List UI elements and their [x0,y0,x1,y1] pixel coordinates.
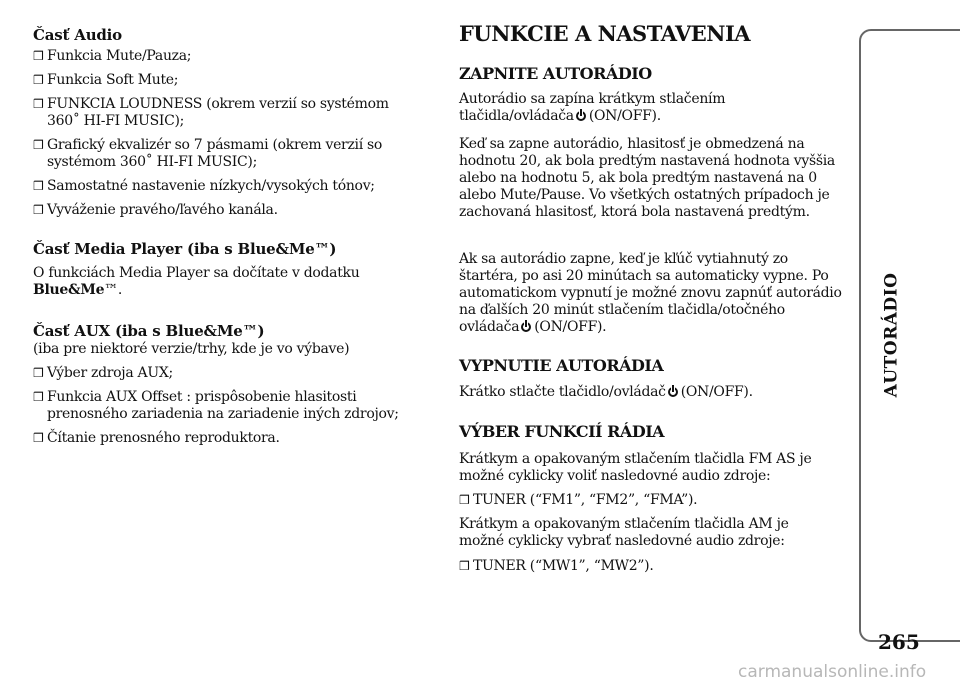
media-player-text: O funkciách Media Player sa dočítate v dodatku Blue&Me™. [33,265,360,298]
checkbox-bullet-icon: ❒ [33,49,44,63]
aux-heading: Časť AUX (iba s Blue&Me™) [33,322,265,340]
page-number: 265 [878,630,920,654]
power-icon [576,111,586,121]
list-item: ❒ Funkcia Soft Mute; [33,72,179,88]
radio-functions-paragraph-1: Krátkym a opakovaným stlačením tlačidla FM AS je možné cyklicky voliť nasledovné audio zdroje: [459,451,812,484]
list-item: ❒ Vyváženie pravého/ľavého kanála. [33,202,278,218]
checkbox-bullet-icon: ❒ [33,431,44,445]
power-off-heading: VYPNUTIE AUTORÁDIA [459,356,664,375]
watermark: carmanualsonline.info [738,662,927,682]
power-on-paragraph-1: Autorádio sa zapína krátkym stlačením tlačidla/ovládača (ON/OFF). [459,91,726,124]
checkbox-bullet-icon: ❒ [33,179,44,193]
audio-heading: Časť Audio [33,26,122,44]
checkbox-bullet-icon: ❒ [33,366,44,380]
list-item: ❒ Funkcia Mute/Pauza; [33,48,192,64]
power-off-paragraph: Krátko stlačte tlačidlo/ovládač (ON/OFF). [459,384,753,400]
checkbox-bullet-icon: ❒ [459,559,470,573]
list-item: ❒ FUNKCIA LOUDNESS (okrem verzií so systémom 360˚ HI-FI MUSIC); [33,96,389,129]
power-on-heading: ZAPNITE AUTORÁDIO [459,64,652,83]
aux-note: (iba pre niektoré verzie/trhy, kde je vo výbave) [33,341,350,357]
aux-list [33,365,438,447]
list-item: ❒ Grafický ekvalizér so 7 pásmami (okrem verzií so systémom 360˚ HI-FI MUSIC); [33,137,383,170]
list-item: ❒ TUNER (“MW1”, “MW2”). [459,558,654,574]
radio-functions-paragraph-2: Krátkym a opakovaným stlačením tlačidla AM je možné cyklicky vybrať nasledovné audio zdroje: [459,516,789,549]
radio-functions-heading: VÝBER FUNKCIÍ RÁDIA [459,422,665,441]
list-item: ❒ Výber zdroja AUX; [33,365,173,381]
list-item: ❒ TUNER (“FM1”, “FM2”, “FMA”). [459,492,698,508]
power-on-paragraph-2: Keď sa zapne autorádio, hlasitosť je obmedzená na hodnotu 20, ak bola predtým nastavená hodnota vyššia alebo na hodnotu 5, ak bola predtým nastavená na 0 alebo Mute/Pause. Vo všetkých ostatných prípadoch je zachovaná hlasitosť, ktorá bola nastavená predtým. [459,136,835,220]
checkbox-bullet-icon: ❒ [33,390,44,404]
audio-list [33,48,438,219]
power-on-paragraph-3: Ak sa autorádio zapne, keď je kľúč vytiahnutý zo štartéra, po asi 20 minútach sa automaticky vypne. Po automatickom vypnutí je možné znovu zapnúť autorádio na ďalších 20 minút stlačením tlačidla/otočného ovládača (ON/OFF). [459,251,842,335]
section-title: FUNKCIE A NASTAVENIA [459,21,751,46]
checkbox-bullet-icon: ❒ [33,138,44,152]
checkbox-bullet-icon: ❒ [33,73,44,87]
power-icon [668,387,678,397]
checkbox-bullet-icon: ❒ [33,203,44,217]
power-icon [521,322,531,332]
chapter-tab [859,29,960,642]
media-player-heading: Časť Media Player (iba s Blue&Me™) [33,240,337,258]
list-item: ❒ Samostatné nastavenie nízkych/vysokých tónov; [33,178,375,194]
checkbox-bullet-icon: ❒ [459,493,470,507]
list-item: ❒ Čítanie prenosného reproduktora. [33,430,280,446]
checkbox-bullet-icon: ❒ [33,97,44,111]
chapter-tab-label: AUTORÁDIO [881,272,902,398]
list-item: ❒ Funkcia AUX Offset : prispôsobenie hlasitosti prenosného zariadenia na zariadenie iných zdrojov; [33,389,399,422]
